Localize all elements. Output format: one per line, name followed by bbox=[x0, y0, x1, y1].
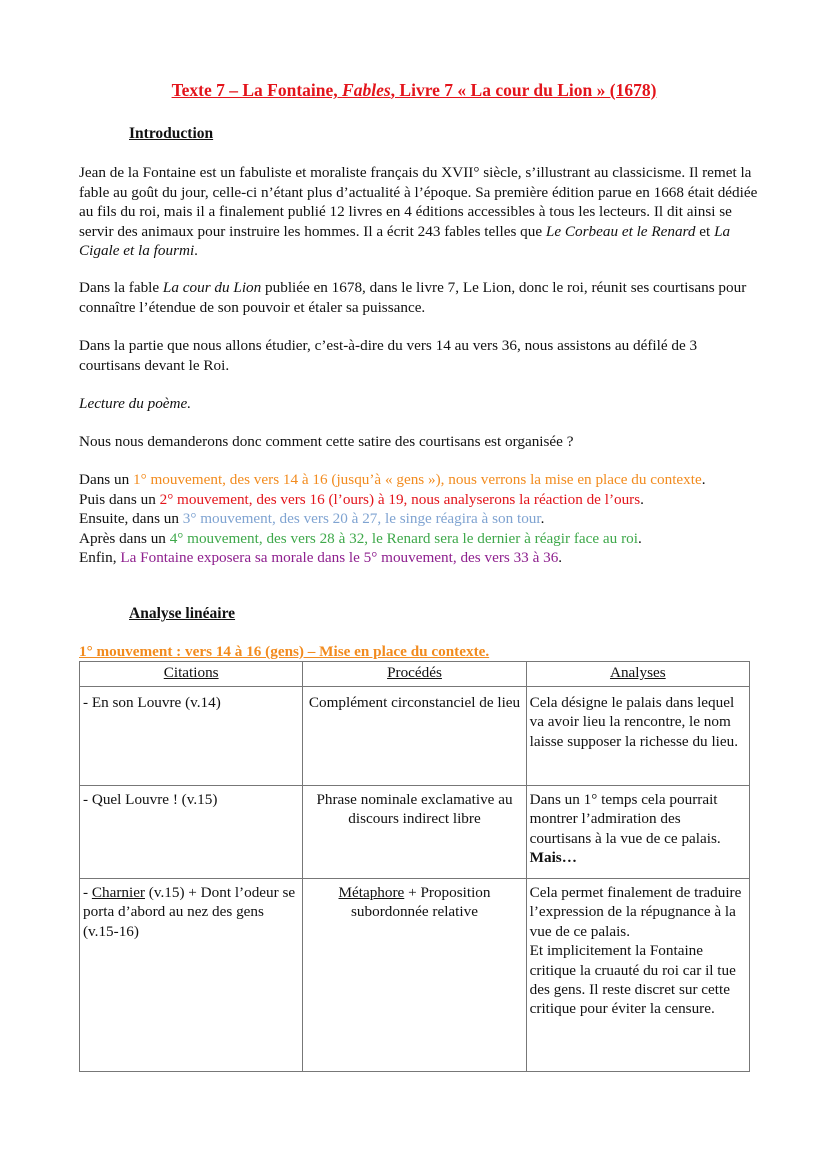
table-row bbox=[80, 879, 750, 1072]
analyse-text-2: Et implicitement la Fontaine critique la cruauté du roi car il tue des gens. Il reste discret sur cette critique pour éviter la censure. bbox=[529, 942, 736, 1018]
document-title bbox=[0, 80, 828, 101]
punct: . bbox=[640, 490, 644, 508]
analysis-table bbox=[79, 661, 750, 1072]
plan-item-prefix: Enfin, bbox=[79, 549, 121, 566]
procede-cell bbox=[303, 879, 526, 1072]
intro-paragraph-3: Dans la partie que nous allons étudier, c’est-à-dire du vers 14 au vers 36, nous assistons au défilé de 3 courtisans devant le Roi. bbox=[79, 337, 698, 374]
citation-cell bbox=[80, 879, 303, 1072]
procede-underlined: Métaphore bbox=[338, 884, 405, 901]
plan-item-1 bbox=[79, 470, 759, 490]
punct: . bbox=[637, 529, 642, 547]
intro-p2-text: Dans la fable bbox=[79, 279, 163, 296]
work-title: La Cigale et la fourmi bbox=[79, 222, 731, 259]
title-italic-work: Fables bbox=[342, 80, 391, 100]
plan-item-5 bbox=[79, 548, 759, 568]
plan-item-prefix: Dans un bbox=[79, 471, 133, 488]
plan-item-prefix: Puis dans un bbox=[79, 490, 160, 508]
procede-cell: Phrase nominale exclamative au discours indirect libre bbox=[303, 786, 526, 879]
header-analyses: Analyses bbox=[526, 662, 749, 687]
mouvement-1-title: 1° mouvement : vers 14 à 16 (gens) – Mise en place du contexte. bbox=[79, 643, 490, 660]
table-row bbox=[80, 786, 750, 879]
connector: et bbox=[695, 222, 715, 240]
title-text-end: , Livre 7 « La cour du Lion » (1678) bbox=[390, 80, 657, 100]
analyse-heading: Analyse linéaire bbox=[129, 605, 236, 622]
analyse-text: Cela permet finalement de traduire l’expression de la répugnance à la vue de ce palais. bbox=[529, 884, 742, 940]
table-header-row bbox=[80, 662, 750, 687]
procede-cell: Complément circonstanciel de lieu bbox=[303, 687, 526, 786]
intro-paragraph-1 bbox=[79, 163, 759, 261]
plan-item-4 bbox=[79, 529, 759, 549]
intro-p2-text-end: publiée en 1678, dans le livre 7, Le Lion, donc le roi, réunit ses courtisans pour connaître l’étendue de son pouvoir et étaler sa puissance. bbox=[79, 279, 747, 316]
intro-paragraph-2 bbox=[79, 278, 759, 317]
header-procedes: Procédés bbox=[303, 662, 526, 687]
citation-cell: - Quel Louvre ! (v.15) bbox=[80, 786, 303, 879]
introduction-heading: Introduction bbox=[129, 125, 214, 142]
plan-item-mouvement: 4° mouvement, des vers 28 à 32, le Renard sera le dernier à réagir face au roi bbox=[169, 529, 638, 547]
punct: . bbox=[194, 242, 198, 259]
header-citations: Citations bbox=[80, 662, 303, 687]
table-row bbox=[80, 687, 750, 786]
analyse-bold-text: Mais… bbox=[529, 849, 577, 867]
plan-item-prefix: Après dans un bbox=[79, 529, 170, 547]
plan-item-2 bbox=[79, 490, 759, 510]
punct: . bbox=[540, 510, 545, 527]
analyse-cell bbox=[526, 879, 749, 1072]
citation-underlined: Charnier bbox=[91, 884, 145, 901]
analyse-text: Dans un 1° temps cela pourrait montrer l’admiration des courtisans à la vue de ce palais. bbox=[529, 791, 721, 847]
work-title: La cour du Lion bbox=[162, 279, 262, 296]
punct: . bbox=[558, 549, 563, 566]
analyse-cell: Cela désigne le palais dans lequel va avoir lieu la rencontre, le nom laisse supposer la richesse du lieu. bbox=[526, 687, 749, 786]
work-title: Le Corbeau et le Renard bbox=[545, 222, 696, 240]
plan-item-mouvement: 3° mouvement, des vers 20 à 27, le singe réagira à son tour bbox=[182, 510, 541, 527]
analyse-cell bbox=[526, 786, 749, 879]
problematique: Nous nous demanderons donc comment cette satire des courtisans est organisée ? bbox=[79, 433, 574, 450]
title-text: Texte 7 – La Fontaine, bbox=[171, 80, 343, 100]
plan-item-mouvement: 2° mouvement, des vers 16 (l’ours) à 19, nous analyserons la réaction de l’ours bbox=[159, 490, 641, 508]
plan-item-prefix: Ensuite, dans un bbox=[79, 510, 183, 527]
plan-item-mouvement: 1° mouvement, des vers 14 à 16 (jusqu’à « gens »), nous verrons la mise en place du contexte bbox=[133, 471, 702, 488]
citation-cell: - En son Louvre (v.14) bbox=[80, 687, 303, 786]
citation-text: (v.15) + Dont l’odeur se porta d’abord au nez des gens (v.15-16) bbox=[83, 884, 296, 940]
plan-item-mouvement: La Fontaine exposera sa morale dans le 5° mouvement, des vers 33 à 36 bbox=[120, 549, 559, 566]
reading-note: Lecture du poème. bbox=[79, 395, 192, 412]
plan-list bbox=[79, 470, 759, 568]
plan-item-3 bbox=[79, 509, 759, 529]
intro-p1-text: Jean de la Fontaine est un fabuliste et moraliste français du XVII° siècle, s’illustrant au classicisme. Il remet la fable au goût du jour, celle-ci n’étant plus d’actualité à l’époque. Sa première édition parue en 1668 était dédiée au fils du roi, mais il a finalement publié 12 livres en 4 éditions accessibles à tous les lecteurs. Il dit ainsi se servir des animaux pour instruire les hommes. Il a écrit 243 fables telles que bbox=[79, 164, 758, 240]
citation-dash: - bbox=[83, 884, 92, 901]
procede-text: + Proposition subordonnée relative bbox=[351, 884, 491, 921]
punct: . bbox=[701, 471, 706, 488]
